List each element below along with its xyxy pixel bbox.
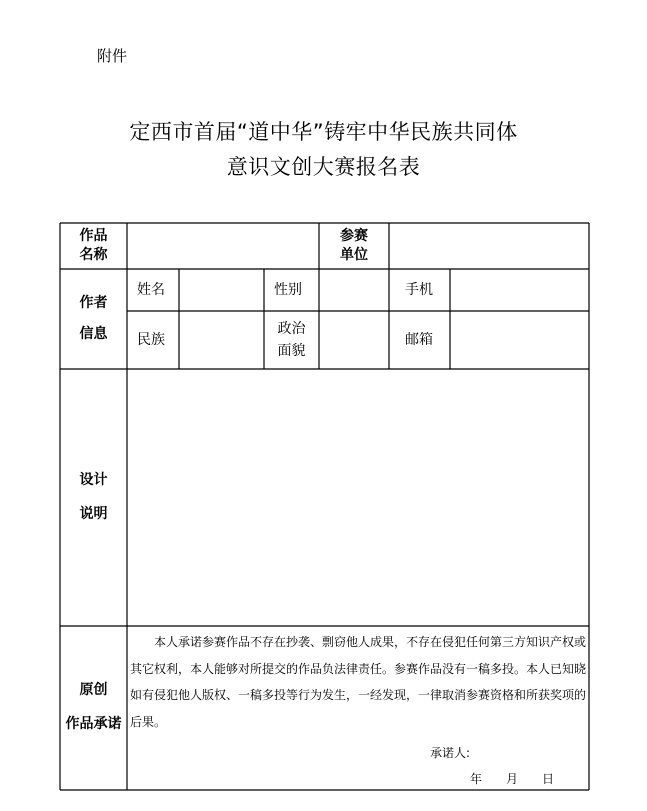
design-label (60, 369, 127, 626)
unit-label-line2: 单位 (340, 247, 368, 263)
pledge-text: 本人承诺参赛作品不存在抄袭、剽窃他人成果，不存在侵犯任何第三方知识产权或其它权利，本人能够对所提交的作品负法律责任。参赛作品没有一稿多投。本人已知晓如有侵犯他人版权、一稿多投等行为发生，一经发现，一律取消参赛资格和所获奖项的后果。 (130, 635, 587, 729)
sign-date (470, 770, 578, 787)
name-field[interactable] (179, 269, 264, 311)
attachment-label: 附件 (97, 47, 128, 65)
ethnicity-label: 民族 (137, 331, 165, 348)
work-name-label-line2: 名称 (79, 247, 108, 263)
date-month: 月 (506, 772, 519, 786)
work-name-label-line1: 作品 (79, 228, 108, 245)
email-label: 邮箱 (405, 331, 433, 348)
email-field[interactable] (450, 311, 589, 369)
phone-field[interactable] (450, 269, 589, 311)
date-year: 年 (470, 772, 483, 786)
political-label-line2: 面貌 (277, 343, 306, 359)
unit-label (319, 223, 389, 269)
author-info-label-line1: 作者 (79, 295, 108, 312)
author-info-label-line2: 信息 (79, 326, 108, 342)
name-label: 姓名 (137, 281, 165, 298)
political-label-line1: 政治 (277, 320, 306, 337)
date-day: 日 (542, 772, 555, 786)
pledge-label-line1: 原创 (79, 682, 108, 699)
author-info-label (60, 269, 127, 369)
design-field[interactable] (127, 369, 589, 626)
signer-label: 承诺人: (430, 746, 471, 760)
pledge-label (60, 626, 127, 790)
form-title-line1: 定西市首届“道中华”铸牢中华民族共同体 (129, 120, 518, 144)
gender-field[interactable] (319, 269, 389, 311)
design-label-line2: 说明 (79, 505, 108, 522)
form-title-line2: 意识文创大赛报名表 (226, 155, 421, 179)
work-name-label (60, 223, 127, 269)
design-label-line1: 设计 (79, 471, 108, 488)
ethnicity-field[interactable] (179, 311, 264, 369)
work-name-field[interactable] (127, 223, 319, 269)
phone-label: 手机 (405, 281, 433, 298)
pledge-label-line2: 作品承诺 (65, 716, 122, 732)
unit-field[interactable] (389, 223, 589, 269)
political-field[interactable] (319, 311, 389, 369)
political-label (264, 311, 319, 369)
unit-label-line1: 参赛 (340, 228, 368, 245)
gender-label: 性别 (274, 281, 302, 298)
